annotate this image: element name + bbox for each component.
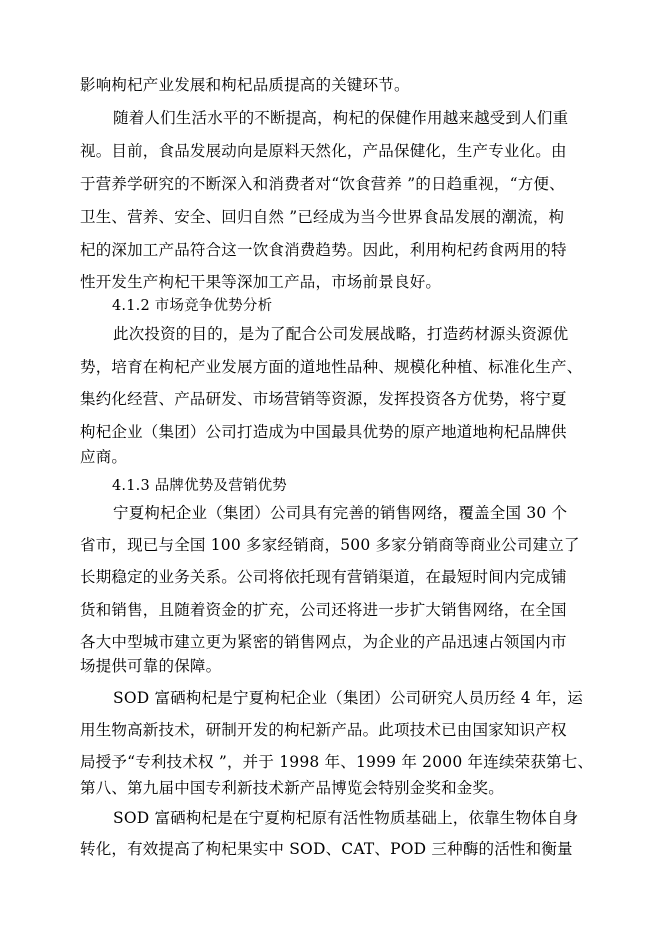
text-line-23: SOD 富硒枸杞是在宁夏枸杞原有活性物质基础上，依靠生物体自身 [113,809,579,827]
text-line-8: 此次投资的目的，是为了配合公司发展战略，打造药材源头资源优 [113,325,569,343]
text-line-11: 枸杞企业（集团）公司打造成为中国最具优势的原产地道地枸杞品牌供 [80,423,567,441]
section-heading-4-1-2: 4.1.2 市场竞争优势分析 [112,298,273,314]
text-line-2: 随着人们生活水平的不断提高，枸杞的保健作用越来越受到人们重 [113,109,569,127]
text-line-9: 势，培育在枸杞产业发展方面的道地性品种、规模化种植、标准化生产、 [80,358,583,376]
text-line-5: 卫生、营养、安全、回归自然 ”已经成为当今世界食品发展的潮流，枸 [80,208,565,226]
text-line-1: 影响枸杞产业发展和枸杞品质提高的关键环节。 [80,76,410,94]
text-line-17: 各大中型城市建立更为紧密的销售网点，为企业的产品迅速占领国内市 [80,633,567,651]
text-line-16: 货和销售，且随着资金的扩充，公司还将进一步扩大销售网络，在全国 [80,601,567,619]
text-line-7: 性开发生产枸杞干果等深加工产品，市场前景良好。 [80,273,442,291]
text-line-21: 局授予“专利技术权 ”，并于 1998 年、1999 年 2000 年连续荣获第七、 [80,753,594,771]
section-heading-4-1-3: 4.1.3 品牌优势及营销优势 [112,478,288,494]
text-line-15: 长期稳定的业务关系。公司将依托现有营销渠道，在最短时间内完成铺 [80,568,567,586]
text-line-10: 集约化经营、产品研发、市场营销等资源，发挥投资各方优势，将宁夏 [80,390,567,408]
text-line-24: 转化，有效提高了枸杞果实中 SOD、CAT、POD 三种酶的活性和衡量 [80,840,573,858]
text-line-6: 杞的深加工产品符合这一饮食消费趋势。因此，利用枸杞药食两用的特 [80,241,567,259]
text-line-18: 场提供可靠的保障。 [80,657,222,675]
text-line-19: SOD 富硒枸杞是宁夏枸杞企业（集团）公司研究人员历经 4 年，运 [113,689,583,707]
text-line-13: 宁夏枸杞企业（集团）公司具有完善的销售网络，覆盖全国 30 个 [113,504,568,522]
text-line-20: 用生物高新技术，研制开发的枸杞新产品。此项技术已由国家知识产权 [80,721,567,739]
text-line-4: 于营养学研究的不断深入和消费者对“饮食营养 ”的日趋重视，“方便、 [80,175,565,193]
text-line-12: 应商。 [80,448,128,466]
text-line-14: 省市，现已与全国 100 多家经销商，500 多家分销商等商业公司建立了 [80,536,580,554]
text-line-3: 视。目前，食品发展动向是原料天然化，产品保健化，生产专业化。由 [80,142,567,160]
text-line-22: 第八、第九届中国专利新技术新产品博览会特别金奖和金奖。 [80,779,504,797]
